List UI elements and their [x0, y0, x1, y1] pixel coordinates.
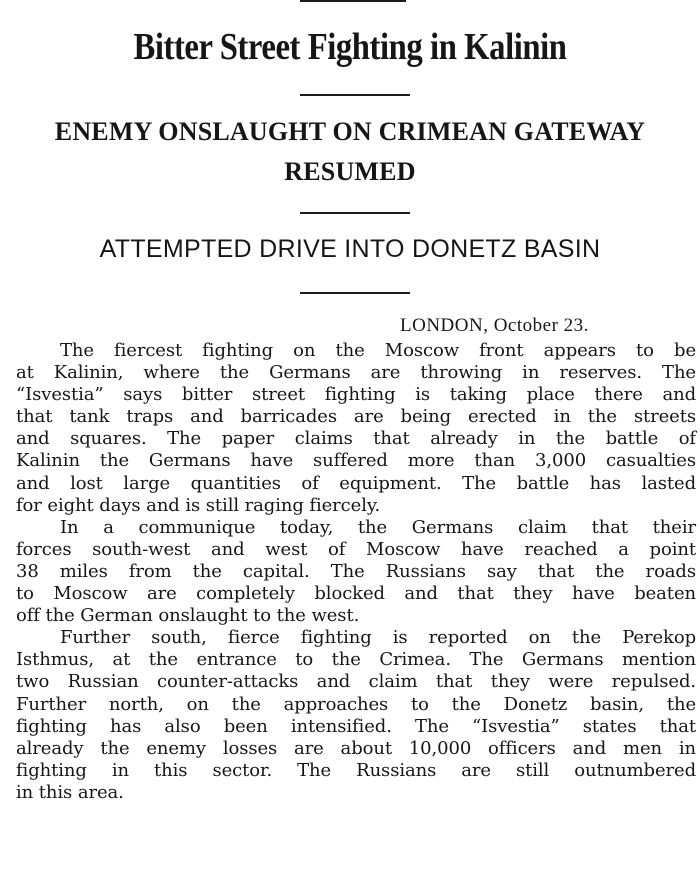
text-line: In a communique today, the Germans claim that their — [60, 516, 696, 538]
text-line: and squares. The paper claims that already in the battle of — [16, 428, 696, 450]
text-line: off the German onslaught to the west. — [16, 605, 360, 627]
top-rule — [300, 0, 406, 2]
text-line: The fiercest fighting on the Moscow front appears to be — [60, 340, 696, 361]
dateline: LONDON, October 23. — [400, 315, 589, 336]
text-line: two Russian counter-attacks and claim that they were repulsed. — [16, 671, 696, 693]
text-line: Further north, on the approaches to the Donetz basin, the — [16, 693, 696, 715]
article-body — [16, 340, 696, 804]
text-line: for eight days and is still raging fiercely. — [16, 494, 381, 516]
text-line: “Isvestia” says bitter street fighting is taking place there and — [16, 384, 696, 406]
article-paragraph — [16, 340, 696, 517]
text-line: 38 miles from the capital. The Russians say that the roads — [16, 560, 696, 582]
text-line: Kalinin the Germans have suffered more than 3,000 casualties — [16, 450, 696, 472]
divider-rule-3 — [300, 292, 410, 294]
text-line: and lost large quantities of equipment. The battle has lasted — [16, 472, 696, 494]
text-line: fighting has also been intensified. The “Isvestia” states that — [16, 715, 696, 737]
text-line: forces south-west and west of Moscow have reached a point — [16, 538, 696, 560]
divider-rule-2 — [300, 212, 410, 214]
text-line: Isthmus, at the entrance to the Crimea. The Germans mention — [16, 649, 696, 671]
text-line: to Moscow are completely blocked and that they have beaten — [16, 583, 696, 605]
text-line: in this area. — [16, 781, 124, 803]
article-paragraph — [16, 517, 696, 627]
text-line: that tank traps and barricades are being erected in the streets — [16, 406, 696, 428]
text-line: Further south, fierce fighting is reported on the Perekop — [60, 627, 696, 649]
subheadline: ENEMY ONSLAUGHT ON CRIMEAN GATEWAY RESUMED — [54, 117, 646, 186]
article-paragraph — [16, 627, 696, 804]
sub-subheadline: ATTEMPTED DRIVE INTO DONETZ BASIN — [99, 235, 601, 263]
divider-rule-1 — [300, 94, 410, 96]
text-line: fighting in this sector. The Russians are still outnumbered — [16, 759, 696, 781]
text-line: already the enemy losses are about 10,000 officers and men in — [16, 737, 696, 759]
text-line: at Kalinin, where the Germans are throwing in reserves. The — [16, 362, 696, 384]
headline: Bitter Street Fighting in Kalinin — [133, 26, 567, 68]
